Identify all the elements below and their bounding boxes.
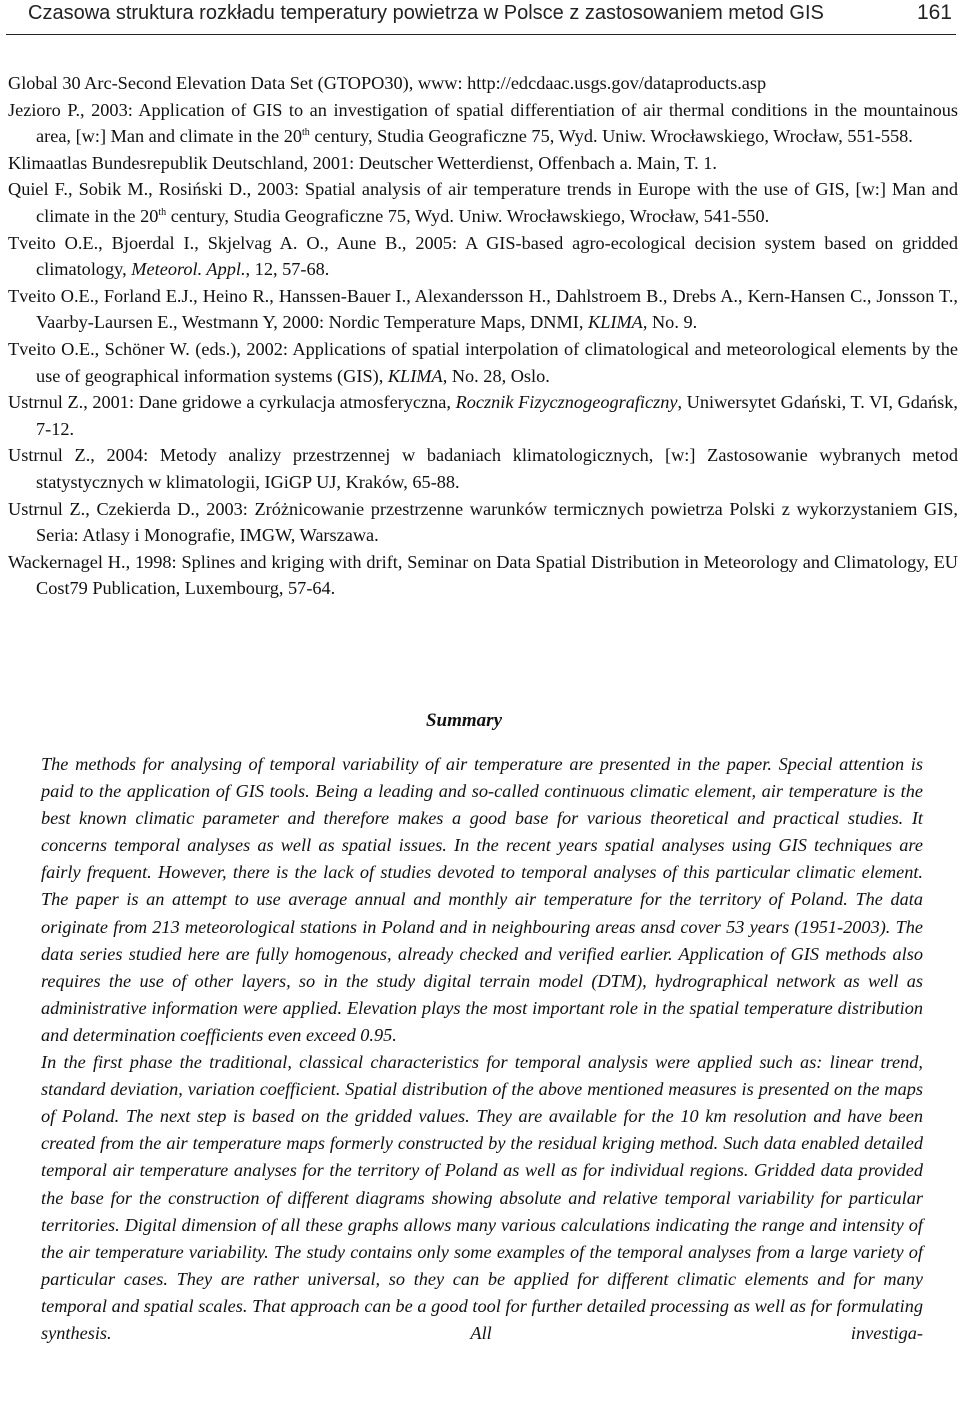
running-title: Czasowa struktura rozkładu temperatury powietrza w Polsce z zastosowaniem metod GIS xyxy=(28,2,824,24)
superscript-th: th xyxy=(302,127,310,139)
summary-heading: Summary xyxy=(425,710,503,731)
page-number: 161 xyxy=(916,1,952,24)
reference-ustrnul-czekierda xyxy=(8,496,958,549)
reference-tveito-2000 xyxy=(8,283,958,336)
reference-text: Ustrnul Z., Czekierda D., 2003: Zróżnicowanie przestrzenne warunków termicznych powietrza Polski z wykorzystaniem GIS, Seria: Atlasy i Monografie, IMGW, Warszawa. xyxy=(8,498,958,546)
journal-title: KLIMA xyxy=(588,312,643,333)
journal-title: Rocznik Fizycznogeograficzny xyxy=(455,392,678,413)
reference-ustrnul-2001 xyxy=(8,389,958,442)
reference-text: , No. 28, Oslo. xyxy=(442,365,550,386)
page-header xyxy=(6,0,956,35)
reference-text: Tveito O.E., Forland E.J., Heino R., Hanssen-Bauer I., Alexandersson H., Dahlstroem B., Drebs A., Kern-Hansen C., Jonsson T., Vaarby-Laursen E., Westmann Y, 2000: Nordic Temperature Maps, DNMI, xyxy=(8,285,958,333)
reference-gtopo xyxy=(8,70,958,97)
reference-text: Ustrnul Z., 2004: Metody analizy przestrzennej w badaniach klimatologicznych, [w:] Zastosowanie wybranych metod statystycznych w klimatologii, IGiGP UJ, Kraków, 65-88. xyxy=(8,445,958,492)
summary-paragraph: The methods for analysing of temporal variability of air temperature are presented in the paper. Special attention is paid to the application of GIS tools. Being a leading and so-called continuous climatic element, air temperature is the best known climatic parameter and therefore makes a good base for various theoretical and practical studies. It concerns temporal analyses as well as spatial issues. In the recent years spatial analyses using GIS techniques are fairly frequent. However, there is the lack of studies devoted to temporal analyses of this particular climatic element. The paper is an attempt to use average annual and monthly air temperature for the territory of Poland. The data originate from 213 meteorological stations in Poland and in neighbouring areas ansd cover 53 years (1951-2003). The data series studied here are fully homogenous, already checked and verified earlier. Application of GIS methods also requires the use of other layers, so in the study digital terrain model (DTM), hydrographical network as well as administrative information were applied. Elevation plays the most important role in the spatial temperature distribution and determination coefficients even exceed 0.95. xyxy=(41,754,923,1045)
reference-text: century, Studia Geograficzne 75, Wyd. Uniw. Wrocławskiego, Wrocław, 541-550. xyxy=(166,205,770,226)
journal-title: Meteorol. Appl. xyxy=(131,259,246,280)
reference-ustrnul-2004 xyxy=(8,442,958,495)
summary-paragraph: In the first phase the traditional, classical characteristics for temporal analysis were applied such as: linear trend, standard deviation, variation coefficient. Spatial distribution of the above mentioned measures is presented on the maps of Poland. The next step is based on the gridded values. They are available for the 10 km resolution and have been created from the air temperature maps formerly constructed by the residual kriging method. Such data enabled detailed temporal air temperature analyses for the territory of Poland as well as for individual regions. Gridded data provided the base for the construction of different diagrams showing absolute and relative temporal variability for particular territories. Digital dimension of all these graphs allows many various calculations indicating the range and intensity of the air temperature variability. The study contains only some examples of the temporal analyses from a large variety of particular cases. They are rather universal, so they can be applied for different climatic elements and for many temporal and spatial scales. That approach can be a good tool for further detailed processing as well as for formulating synthesis. All investiga- xyxy=(41,1052,923,1343)
journal-title: KLIMA xyxy=(387,365,443,386)
reference-text: , Uniwersytet Gdański, T. VI, Gdańsk, 7-12. xyxy=(36,392,959,439)
reference-tveito-2002 xyxy=(8,336,958,389)
references-list xyxy=(8,70,958,602)
reference-wackernagel xyxy=(8,549,958,602)
reference-tveito-2005 xyxy=(8,230,958,283)
superscript-th: th xyxy=(158,206,167,218)
reference-jezioro xyxy=(8,97,958,150)
reference-text: , 12, 57-68. xyxy=(245,259,330,280)
reference-quiel xyxy=(8,176,958,229)
reference-text: Tveito O.E., Schöner W. (eds.), 2002: Applications of spatial interpolation of climatological and meteorological elements by the use of geographical information systems (GIS), xyxy=(8,338,958,386)
reference-klimaatlas xyxy=(8,150,958,177)
reference-text: Global 30 Arc-Second Elevation Data Set (GTOPO30), www: http://edcdaac.usgs.gov/dataproducts.asp xyxy=(8,73,767,93)
reference-text: Jezioro P., 2003: Application of GIS to an investigation of spatial differentiation of air thermal conditions in the mountainous area, [w:] Man and climate in the 20 xyxy=(8,99,958,147)
reference-text: century, Studia Geograficzne 75, Wyd. Uniw. Wrocławskiego, Wrocław, 551-558. xyxy=(309,126,913,147)
reference-text: Ustrnul Z., 2001: Dane gridowe a cyrkulacja atmosferyczna, xyxy=(8,392,456,413)
summary-body xyxy=(41,751,923,1347)
reference-text: Klimaatlas Bundesrepublik Deutschland, 2001: Deutscher Wetterdienst, Offenbach a. Main, T. 1. xyxy=(8,152,717,173)
reference-text: , No. 9. xyxy=(642,312,698,333)
reference-text: Wackernagel H., 1998: Splines and kriging with drift, Seminar on Data Spatial Distribution in Meteorology and Climatology, EU Cost79 Publication, Luxembourg, 57-64. xyxy=(8,551,958,599)
reference-text: Tveito O.E., Bjoerdal I., Skjelvag A. O., Aune B., 2005: A GIS-based agro-ecological decision system based on gridded climatology, xyxy=(8,232,958,280)
reference-text: Quiel F., Sobik M., Rosiński D., 2003: Spatial analysis of air temperature trends in Europe with the use of GIS, [w:] Man and climate in the 20 xyxy=(8,179,958,226)
